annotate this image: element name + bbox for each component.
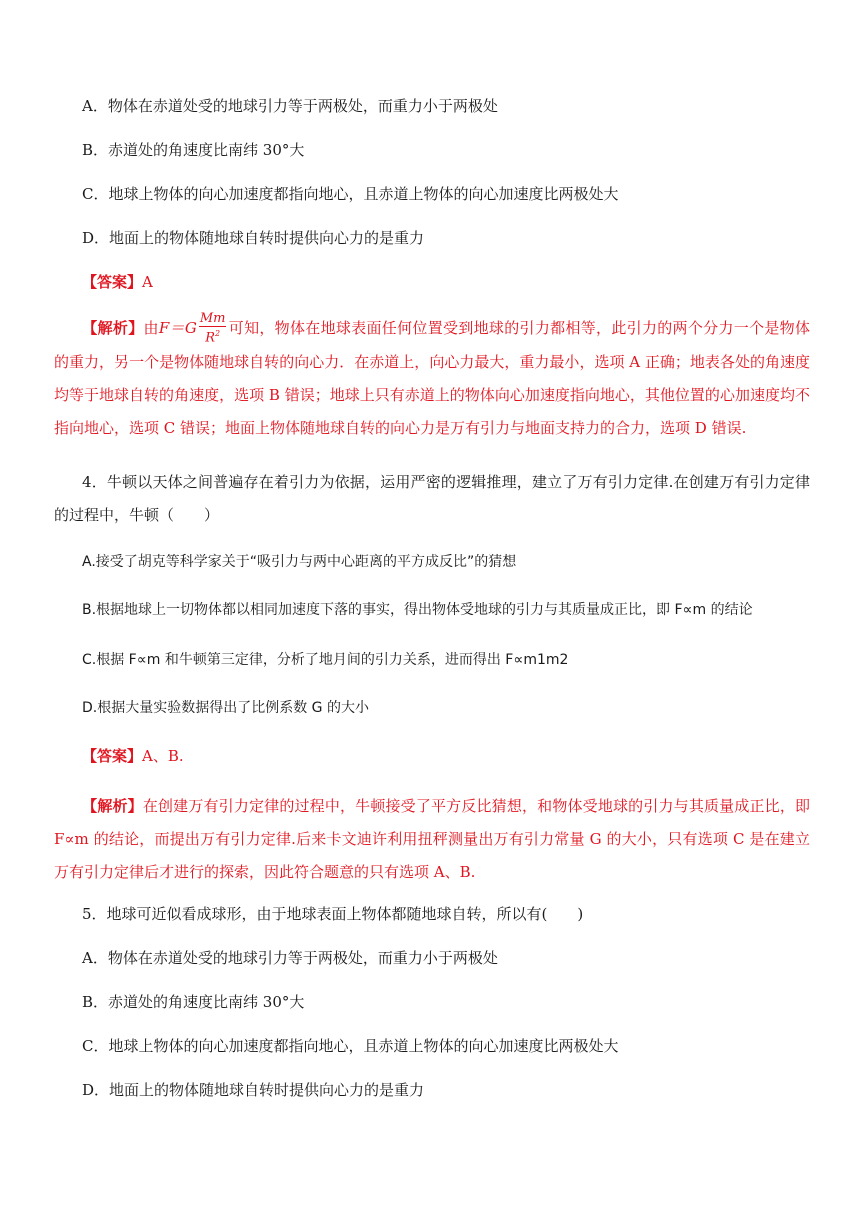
q5-option-c: C．地球上物体的向心加速度都指向地心，且赤道上物体的向心加速度比两极处大 xyxy=(82,1037,619,1055)
q4-option-b: B.根据地球上一切物体都以相同加速度下落的事实，得出物体受地球的引力与其质量成正比，即 F∝m 的结论 xyxy=(82,602,753,618)
q4-analysis-text: 在创建万有引力定律的过程中，牛顿接受了平方反比猜想，和物体受地球的引力与其质量成正比，即 F∝m 的结论，而提出万有引力定律.后来卡文迪许利用扭秤测量出万有引力常量 G 的大小，只有选项 C 是在建立万有引力定律后才进行的探索，因此符合题意的只有选项 A、B. xyxy=(54,797,810,881)
q3-answer-value: A xyxy=(142,273,153,291)
q3-answer xyxy=(82,272,812,292)
q4-answer-value: A、B. xyxy=(142,747,184,765)
q3-option-c: C．地球上物体的向心加速度都指向地心，且赤道上物体的向心加速度比两极处大 xyxy=(82,185,619,203)
q3-formula-fraction xyxy=(199,312,227,345)
q4-answer xyxy=(82,746,812,766)
q4-answer-label: 【答案】 xyxy=(82,747,143,765)
q3-formula-denominator: R xyxy=(205,330,215,346)
q3-analysis xyxy=(54,312,810,445)
q5-stem: 5．地球可近似看成球形，由于地球表面上物体都随地球自转，所以有( ) xyxy=(82,905,584,923)
q3-option-d: D．地面上的物体随地球自转时提供向心力的是重力 xyxy=(82,229,425,247)
q3-formula-numerator: Mm xyxy=(199,311,226,327)
q5-option-d: D．地面上的物体随地球自转时提供向心力的是重力 xyxy=(82,1081,425,1099)
q5-option-a: A．物体在赤道处受的地球引力等于两极处，而重力小于两极处 xyxy=(82,949,498,967)
q4-option-a: A.接受了胡克等科学家关于“吸引力与两中心距离的平方成反比”的猜想 xyxy=(82,554,517,570)
q4-analysis-label: 【解析】 xyxy=(82,797,143,815)
q3-answer-label: 【答案】 xyxy=(82,273,143,291)
q4-option-d: D.根据大量实验数据得出了比例系数 G 的大小 xyxy=(82,700,369,716)
q3-analysis-pre: 由 xyxy=(143,319,159,337)
q3-analysis-label: 【解析】 xyxy=(82,319,144,337)
q3-option-b: B．赤道处的角速度比南纬 30°大 xyxy=(82,141,305,159)
q4-stem: 4．牛顿以天体之间普遍存在着引力为依据，运用严密的逻辑推理，建立了万有引力定律.在创建万有引力定律的过程中，牛顿（ ） xyxy=(54,473,810,524)
q4-option-c: C.根据 F∝m 和牛顿第三定律，分析了地月间的引力关系，进而得出 F∝m1m2 xyxy=(82,652,569,668)
q5-option-b: B．赤道处的角速度比南纬 30°大 xyxy=(82,993,305,1011)
q3-formula-exponent: 2 xyxy=(215,329,221,339)
q3-analysis-text: 可知，物体在地球表面任何位置受到地球的引力都相等，此引力的两个分力一个是物体的重力，另一个是物体随地球自转的向心力．在赤道上，向心力最大，重力最小，选项 A 正确；地表各处的角速度均等于地球自转的角速度，选项 B 错误；地球上只有赤道上的物体向心加速度指向地心，其他位置的心加速度均不指向地心，选项 C 错误；地面上物体随地球自转的向心力是万有引力与地面支持力的合力，选项 D 错误. xyxy=(54,319,810,437)
q4-analysis xyxy=(54,790,810,889)
q3-option-a: A．物体在赤道处受的地球引力等于两极处，而重力小于两极处 xyxy=(82,97,498,115)
q3-formula-lhs: F＝G xyxy=(158,319,197,337)
